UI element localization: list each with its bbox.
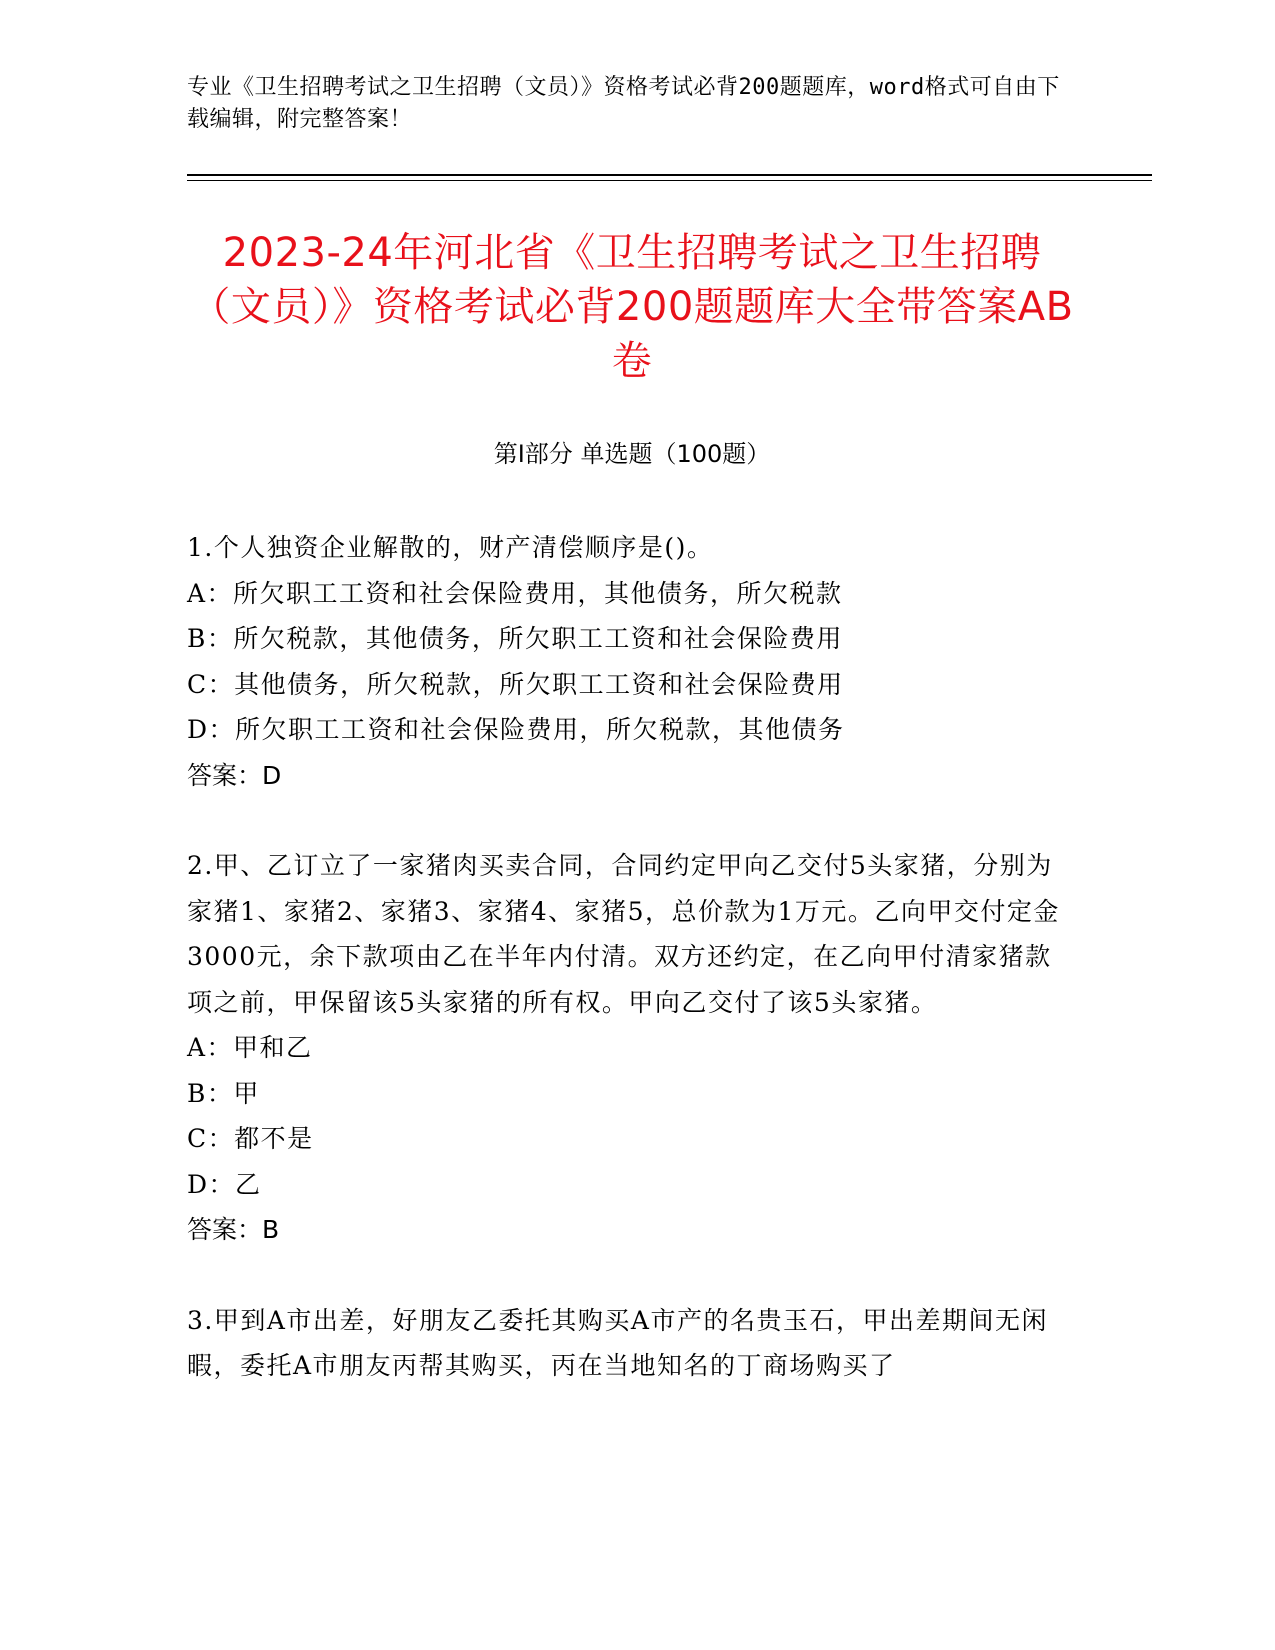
answer: 答案：D (187, 760, 282, 790)
option-c: C：都不是 (187, 1124, 314, 1153)
header-divider-thin (187, 180, 1152, 181)
option-a: A：甲和乙 (187, 1033, 313, 1062)
answer: 答案：B (187, 1215, 280, 1244)
question-3 (187, 1298, 1077, 1389)
option-b: B：所欠税款，其他债务，所欠职工工资和社会保险费用 (187, 624, 843, 653)
option-c: C：其他债务，所欠税款，所欠职工工资和社会保险费用 (187, 669, 844, 699)
question-text: 3.甲到A市出差，好朋友乙委托其购买A市产的名贵玉石，甲出差期间无闲暇，委托A市朋友丙帮其购买，丙在当地知名的丁商场购买了 (187, 1305, 1048, 1380)
question-1 (187, 525, 1077, 798)
option-d: D：所欠职工工资和社会保险费用，所欠税款，其他债务 (187, 715, 845, 744)
question-2 (187, 843, 1077, 1253)
question-list (187, 525, 1077, 1434)
section-title: 第Ⅰ部分 单选题（100题） (493, 440, 771, 468)
option-b: B：甲 (187, 1078, 260, 1108)
question-text: 1.个人独资企业解散的，财产清偿顺序是()。 (187, 533, 714, 562)
header-divider-thick (187, 174, 1152, 176)
option-d: D：乙 (187, 1169, 262, 1199)
option-a: A：所欠职工工资和社会保险费用，其他债务，所欠税款 (187, 578, 843, 608)
question-text: 2.甲、乙订立了一家猪肉买卖合同，合同约定甲向乙交付5头家猪，分别为家猪1、家猪2、家猪3、家猪4、家猪5，总价款为1万元。乙向甲交付定金3000元，余下款项由乙在半年内付清。双方还约定，在乙向甲付清家猪款项之前，甲保留该5头家猪的所有权。甲向乙交付了该5头家猪。 (187, 851, 1060, 1017)
header-note: 专业《卫生招聘考试之卫生招聘（文员）》资格考试必背200题题库，word格式可自由下载编辑，附完整答案！ (187, 75, 1060, 132)
document-title: 2023-24年河北省《卫生招聘考试之卫生招聘（文员）》资格考试必背200题题库大全带答案AB卷 (190, 230, 1074, 384)
